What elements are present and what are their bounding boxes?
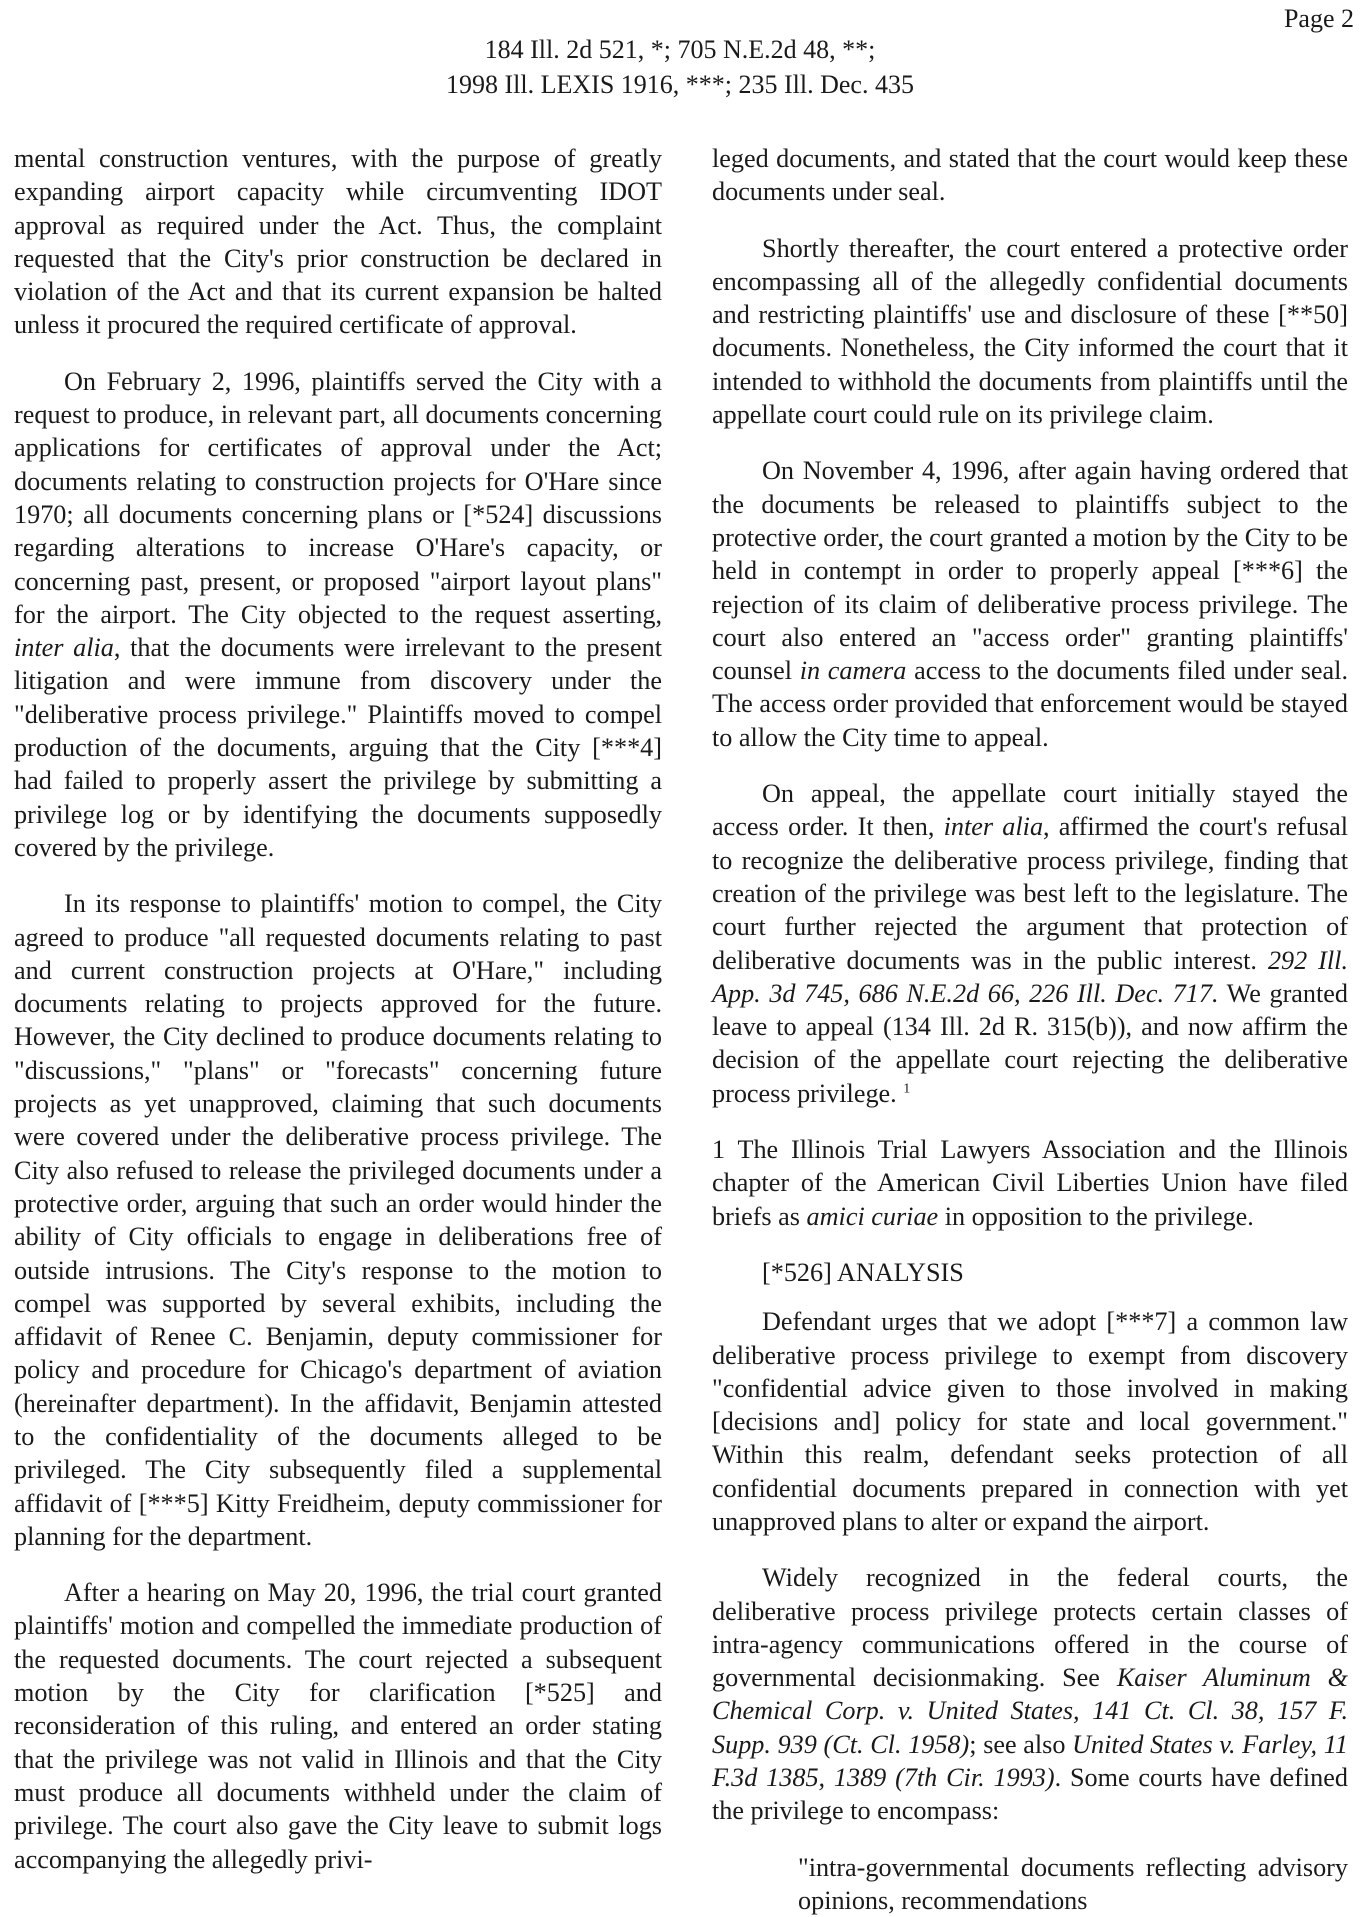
paragraph (712, 454, 1348, 754)
italic-text: amici curiae (806, 1201, 939, 1231)
italic-text: in camera (799, 656, 907, 686)
paragraph: In its response to plaintiffs' motion to compel, the City agreed to produce "all requested documents relating to past and current construction projects at O'Hare," including documents relating to projects approved for the future. However, the City declined to produce documents relating to "discussions," "plans" or "forecasts" concerning future projects as yet unapproved, claiming that such documents were covered under the deliberative process privilege. The City also refused to release the privileged documents under a protective order, arguing that such an order would hinder the ability of City officials to engage in deliberations free of outside intrusions. The City's response to the motion to compel was supported by several exhibits, including the affidavit of Renee C. Benjamin, deputy commissioner for policy and procedure for Chicago's department of aviation (hereinafter department). In the affidavit, Benjamin attested to the confidentiality of the documents alleged to be privileged. The City subsequently filed a supplemental affidavit of [***5] Kitty Freidheim, deputy commissioner for planning for the department. (14, 889, 662, 1551)
block-quote: "intra-governmental documents reflecting advisory opinions, recommendations (798, 1852, 1348, 1915)
paragraph: mental construction ventures, with the purpose of greatly expanding airport capacity while circumventing IDOT approval as required under the Act. Thus, the complaint requested that the City's prior construction be declared in violation of the Act and that its current expansion be halted unless it procured the required certificate of approval. (14, 144, 662, 340)
footnote-marker: 1 (903, 1080, 911, 1096)
case-citation: Kaiser Aluminum & Chemical Corp. v. United States, 141 Ct. Cl. 38, 157 F. Supp. 939 (Ct. Cl. 1958) (712, 1663, 1348, 1759)
text: , that the documents were irrelevant to the present litigation and were immune from discovery under the "deliberative process privilege." Plaintiffs moved to compel production of the documents, arguing that the City [***4] had failed to properly assert the privilege by submitting a privilege log or by identifying the documents supposedly covered by the privilege. (14, 633, 662, 862)
text: , affirmed the court's refusal to recognize the deliberative process privilege, finding that creation of the privilege was best left to the legislature. The court further rejected the argument that protection of deliberative documents was in the public interest. (712, 812, 1349, 975)
text: ; see also (969, 1729, 1073, 1759)
text: access to the documents filed under seal. The access order provided that enforcement would be stayed to allow the City time to appeal. (712, 656, 1348, 752)
text: in opposition to the privilege. (938, 1201, 1254, 1231)
section-heading: [*526] ANALYSIS (762, 1257, 964, 1287)
paragraph: After a hearing on May 20, 1996, the trial court granted plaintiffs' motion and compelled the immediate production of the requested documents. The court rejected a subsequent motion by the City for clarification [*525] and reconsideration of this ruling, and entered an order stating that the privilege was not valid in Illinois and that the City must produce all documents withheld under the claim of privilege. The court also gave the City leave to submit logs accompanying the allegedly privi- (14, 1578, 662, 1874)
case-citation: 292 Ill. App. 3d 745, 686 N.E.2d 66, 226 Ill. Dec. 717. (712, 945, 1348, 1008)
paragraph: leged documents, and stated that the court would keep these documents under seal. (712, 144, 1348, 207)
citation-header (0, 32, 1360, 102)
footnote (712, 1133, 1348, 1233)
text: Widely recognized in the federal courts, the deliberative process privilege protects certain classes of intra-agency communications offered in the course of governmental decisionmaking. See (712, 1563, 1348, 1693)
italic-text: inter alia (943, 812, 1044, 842)
text: On appeal, the appellate court initially stayed the access order. It then, (712, 779, 1348, 842)
italic-text: inter alia (14, 633, 114, 663)
text: We granted leave to appeal (134 Ill. 2d R. 315(b)), and now affirm the decision of the appellate court rejecting the deliberative process privilege. (712, 978, 1349, 1108)
paragraph (712, 1561, 1348, 1827)
text: On November 4, 1996, after again having ordered that the documents be released to plaintiffs subject to the protective order, the court granted a motion by the City to be held in contempt in order to properly appeal [***6] the rejection of its claim of deliberative process privilege. The court also entered an "access order" granting plaintiffs' counsel (712, 456, 1348, 686)
citation-line-2: 1998 Ill. LEXIS 1916, ***; 235 Ill. Dec. 435 (446, 70, 914, 99)
paragraph: Defendant urges that we adopt [***7] a common law deliberative process privilege to exempt from discovery "confidential advice given to those involved in making [decisions and] policy for state and local government." Within this realm, defendant seeks protection of all confidential documents prepared in connection with yet unapproved plans to alter or expand the airport. (712, 1307, 1348, 1536)
paragraph: Shortly thereafter, the court entered a protective order encompassing all of the allegedly confidential documents and restricting plaintiffs' use and disclosure of these [**50] documents. Nonetheless, the City informed the court that it intended to withhold the documents from plaintiffs until the appellate court could rule on its privilege claim. (712, 233, 1348, 430)
paragraph (712, 777, 1348, 1110)
left-column (14, 142, 662, 1899)
text: On February 2, 1996, plaintiffs served the City with a request to produce, in relevant part, all documents concerning applications for certificates of approval under the Act; documents relating to construction projects for O'Hare since 1970; all documents concerning plans or [*524] discussions regarding alterations to increase O'Hare's capacity, or concerning past, present, or proposed "airport layout plans" for the airport. The City objected to the request asserting, (14, 366, 662, 629)
paragraph (14, 365, 662, 864)
case-citation: United States v. Farley, 11 F.3d 1385, 1389 (7th Cir. 1993) (712, 1729, 1348, 1793)
text: . Some courts have defined the privilege to encompass: (712, 1763, 1348, 1826)
citation-line-1: 184 Ill. 2d 521, *; 705 N.E.2d 48, **; (484, 35, 876, 64)
page-number: Page 2 (1283, 4, 1354, 33)
text: 1 The Illinois Trial Lawyers Association and the Illinois chapter of the American Civil Liberties Union have filed briefs as (712, 1135, 1348, 1231)
right-column (712, 142, 1348, 1917)
